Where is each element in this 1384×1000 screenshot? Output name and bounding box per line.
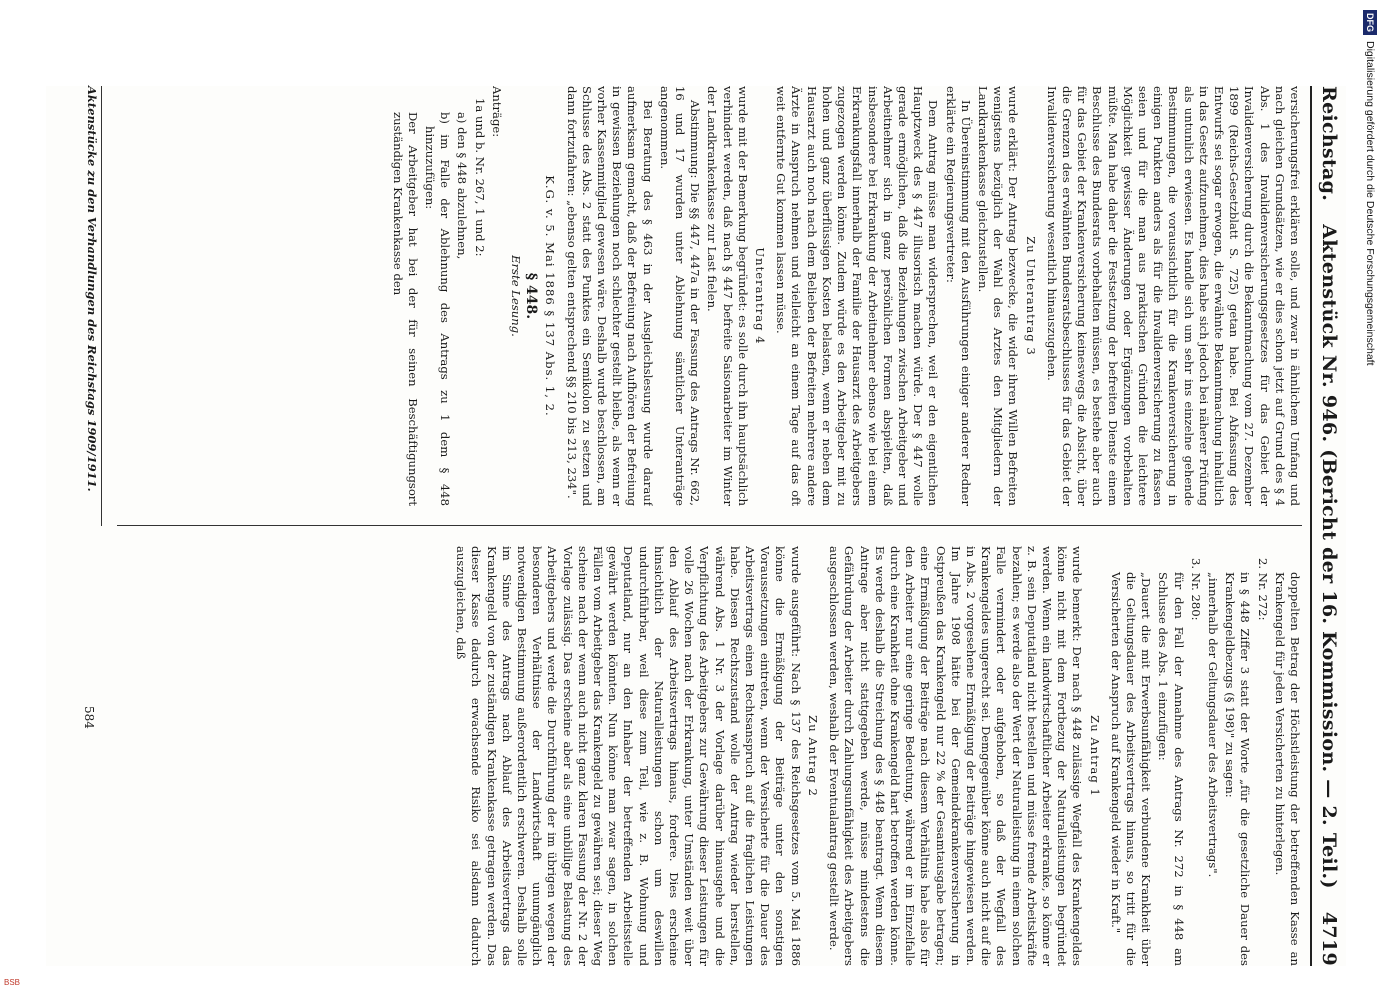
reading-label: Erste Lesung. <box>509 255 524 337</box>
library-mark: BSB <box>4 978 21 987</box>
legal-reference: K.G. v. 5. Mai 1886 § 137 Abs. 1, 2. <box>543 175 558 417</box>
motion-item: 3. Nr. 280: <box>1188 558 1203 621</box>
subheading-antrag-1: Zu Antrag 1 <box>1087 715 1102 797</box>
right-column <box>112 546 1302 966</box>
motion-text: in § 448 Ziffer 3 statt der Worte „für die gesetzliche Dauer des Krankengeldbezugs (§ 198)" zu sagen: <box>1223 572 1253 966</box>
paragraph: Abstimmung: Die §§ 447, 447a in der Fassung des Antrags Nr. 662, 16 und 17 wurden unter Ablehnung sämtlicher Unteranträge angenommen. <box>657 86 703 506</box>
paragraph: wurde mit der Bemerkung begründet: es solle durch ihn hauptsächlich verhindert werden, daß nach § 447 befreite Saisonarbeiter im Winter der Landkrankenkasse zur Last fielen. <box>705 86 750 506</box>
page-number: 4719 <box>1318 911 1340 966</box>
document-page <box>46 86 1346 966</box>
paragraph: In Übereinstimmung mit den Ausführungen einiger anderer Redner erklärte ein Regierungsvertreter: <box>943 86 973 506</box>
paragraph: wurde ausgeführt: Nach § 137 des Reichsgesetzes vom 5. Mai 1886 könne die Ermäßigung der Beiträge unter den sonstigen Voraussetzungen eintreten, wenn der Versicherte für die Dauer des Arbeitsvertrags einen Rechtsanspruch auf die fraglichen Leistungen habe. Diesen Rechtszustand wolle der Antrag wieder herstellen, während Abs. 1 Nr. 3 der Vorlage darüber hinausgehe und die Verpflichtung des Arbeitgebers zur Gewährung dieser Leistungen für volle 26 Wochen nach der Erkrankung, unter Umständen weit über den Ablauf des Arbeitsvertrags hinaus, fordere. Dies erscheine hinsichtlich der Naturalleistungen schon um deswillen undurchführbar, weil diese zum Teil, wie z. B. Wohnung und Deputatland, nur an den Inhaber der betreffenden Arbeitsstelle gewährt werden könnten. Nun könne man zwar sagen, in solchen Fällen vom Arbeitgeber das Krankengeld zu gewähren sei; dieser Weg scheine nach der wenn auch nicht ganz klaren Fassung der Nr. 2 der Vorlage zulässig. Das erscheine aber als eine unbillige Belastung des Arbeitgebers und werde die Durchführung der im übrigen wegen der besonderen Verhältnisse der Landwirtschaft unumgänglich notwendigen Bestimmung außerordentlich erschweren. Deshalb solle im Sinne des Antrags nach Ablauf des Arbeitsvertrags das Krankengeld von der zuständigen Krankenkasse getragen werden. Das dieser Kasse dadurch erwachsende Risiko sei alsdann dadurch auszugleichen, daß <box>454 546 803 966</box>
motion-quote: „Dauert die mit Erwerbsunfähigkeit verbundene Krankheit über die Geltungsdauer des Arbeitsvertrags hinaus, so tritt für die Versicherten der Anspruch auf Krankengeld wieder in Kraft." <box>1108 572 1154 966</box>
dfg-logo: DFG <box>1363 10 1377 35</box>
page-header <box>1310 86 1346 966</box>
motion-quote: „innerhalb der Geltungsdauer des Arbeitsvertrags". <box>1205 572 1220 878</box>
motion-subitem: a) den § 448 abzulehnen, <box>455 112 470 260</box>
header-title: Aktenstück Nr. 946. (Bericht der 16. Kommission. — 2. Teil.) <box>1318 224 1340 889</box>
subheading-antrag-2: Zu Antrag 2 <box>805 715 820 797</box>
footer-number: 584 <box>82 706 96 729</box>
paragraph: versicherungsfrei erklären solle, und zwar in ähnlichem Umfang und nach gleichen Grundsätzen, wie er dies schon jetzt auf Grund des § 4 Abs. 1 des Invalidenversicherungsgesetzes für das Gebiet der Invalidenversicherung durch die Bekanntmachung vom 27. Dezember 1899 (Reichs-Gesetzblatt S. 725) getan habe. Bei Abfassung des Entwurfs sei sogar erwogen, die erwähnte Bekanntmachung inhaltlich in das Gesetz aufzunehmen, dies habe sich jedoch bei näherer Prüfung als untunlich erwiesen. Es handle sich um sehr ins einzelne gehende Bestimmungen, die voraussichtlich für die Krankenversicherung in einigen Punkten anders als für die Invalidenversicherung zu fassen seien und für die man aus praktischen Gründen die leichtere Möglichkeit gewisser Änderungen oder Ergänzungen vorbehalten müßte. Man habe daher die Festsetzung der befreiten Dienste einem Beschlusse des Bundesrats vorbehalten müssen, es bestehe aber auch für das Gebiet der Krankenversicherung keineswegs die Absicht, über die Grenzen des erwähnten Bundesratsbeschlusses für das Gebiet der Invalidenversicherung wesentlich hinauszugehen. <box>1044 86 1302 506</box>
subheading-unterantrag-4: Unterantrag 4 <box>753 247 768 345</box>
paragraph: Bei Beratung des § 463 in der Ausgleichslesung wurde darauf aufmerksam gemacht, daß der Befreiung nach Aufhören der Befreiung in gewissen Beziehungen noch schlechter gestellt bleibe, als wenn er vorher Kassenmitglied gewesen wäre. Deshalb wurde beschlossen, am Schlusse des Abs. 2 statt des Punktes ein Semikolon zu setzen und dann fortzufahren: „ebenso gelten entsprechend §§ 210 bis 213, 234". <box>564 86 655 506</box>
left-column <box>112 86 1302 506</box>
paragraph: wurde erklärt: Der Antrag bezwecke, die wider ihren Willen Befreiten wenigstens bezüglich der Wahl des Arztes den Mitgliedern der Landkrankenkasse gleichzustellen. <box>975 86 1021 506</box>
footer-publication: Aktenstücke zu den Verhandlungen des Reichstags 1909/1911. <box>85 86 102 526</box>
digitization-credit <box>1362 10 1378 700</box>
motion-quote: doppelten Betrag der Höchstleistung der betreffenden Kasse an Krankengeld für jeden Versicherten zu hinterlegen. <box>1272 572 1302 966</box>
header-left: Reichstag. <box>1318 86 1340 202</box>
section-heading: § 448. <box>523 272 540 320</box>
column-divider <box>117 525 1302 526</box>
rotated-page-content <box>46 86 1346 966</box>
subheading-unterantrag-3: Zu Unterantrag 3 <box>1023 236 1038 356</box>
motion-text: für den Fall der Annahme des Antrags Nr. 272 in § 448 am Schlusse des Abs. 1 einzufügen: <box>1156 572 1186 966</box>
motion-subitem: b) im Falle der Ablehnung des Antrags zu 1 dem § 448 hinzuzufügen: <box>423 112 453 506</box>
paragraph: wurde bemerkt: Der nach § 448 zulässige Wegfall des Krankengeldes könne nicht mit dem Fortbezug der Naturalleistungen begründet werden. Wenn ein landwirtschaftlicher Arbeiter erkranke, so könne er z. B. sein Deputatland nicht bestellen und müsse fremde Arbeitskräfte bezahlen; es werde also der Wert der Naturalleistung in einem solchen Falle vermindert oder aufgehoben, so daß der Wegfall des Krankengeldes ungerecht sei. Demgegenüber könne auch nicht auf die in Abs. 2 vorgesehene Ermäßigung der Beiträge hingewiesen werden. Im Jahre 1908 hätte bei der Gemeindekrankenversicherung in Ostpreußen das Krankengeld nur 22 % der Gesamtausgabe betragen; eine Ermäßigung der Beiträge nach diesem Verhältnis habe also für den Arbeiter nur eine geringe Bedeutung, während er im Einzelfalle durch eine Krankheit ohne Krankengeld hart betroffen werden könne. Es werde deshalb die Streichung des § 448 beantragt. Wenn diesem Antrage aber nicht stattgegeben werde, müsse mindestens die Gefährdung der Arbeiter durch Zahlungsunfähigkeit des Arbeitgebers ausgeschlossen werden, weshalb der Eventualantrag gestellt werde. <box>827 546 1085 966</box>
motion-item: 1a und b. Nr. 267, 1 und 2: <box>472 98 487 257</box>
motion-item: 2. Nr. 272: <box>1255 558 1270 621</box>
credit-text: Digitalisierung gefördert durch die Deutsche Forschungsgemeinschaft <box>1364 41 1376 366</box>
motions-label: Anträge: <box>489 86 504 138</box>
motion-quote: Der Arbeitgeber hat bei der für seinen Beschäftigungsort zuständigen Krankenkasse den <box>390 112 420 506</box>
paragraph: Dem Antrag müsse man widersprechen, weil er den eigentlichen Hauptzweck des § 447 illusorisch machen würde. Der § 447 wolle gerade ermöglichen, daß die Beziehungen zwischen Arbeitgeber und Arbeitnehmer sich in ganz persönlichen Formen abspielten, daß insbesondere bei Erkrankung der Arbeitnehmer ebenso wie bei einem Erkrankungsfall innerhalb der Familie der Hausarzt des Arbeitgebers zugezogen werden könne. Zudem würde es den Arbeitgeber mit zu hohen und ganz überflüssigen Kosten belasten, wenn er neben dem Hausarzt auch noch nach dem Belieben der Befreiten mehrere andere Ärzte in Anspruch nehmen und vielleicht an einem Tage auf das oft weit entfernte Gut kommen lassen müsse. <box>774 86 941 506</box>
